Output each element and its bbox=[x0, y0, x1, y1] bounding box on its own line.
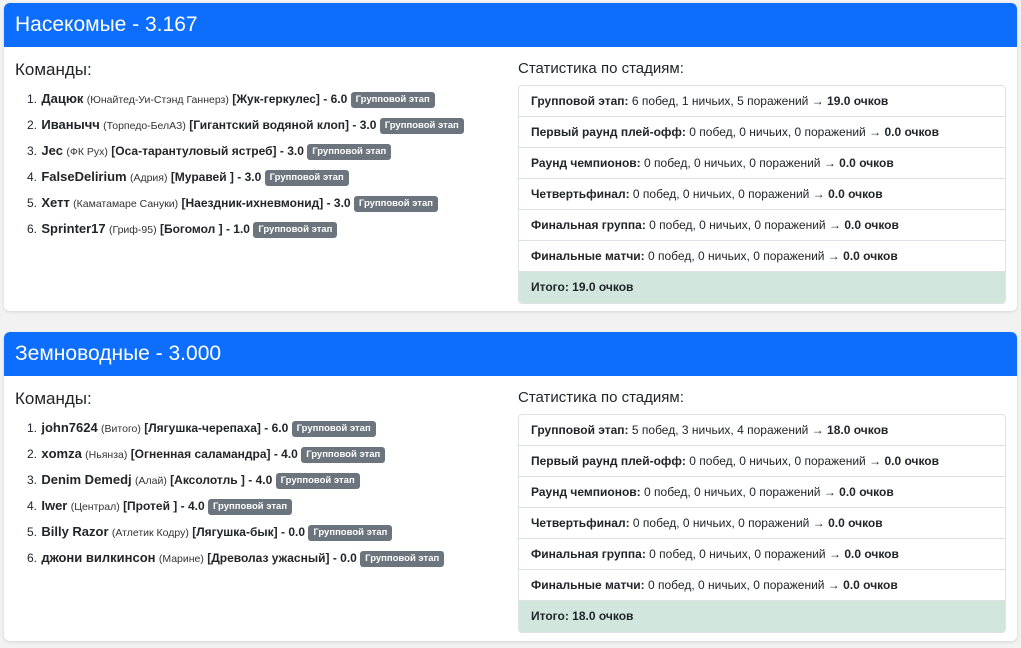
team-item bbox=[27, 519, 505, 545]
animal-name: [Наездник-ихневмонид] bbox=[181, 196, 324, 210]
animal-name: [Лягушка-черепаха] bbox=[144, 421, 261, 435]
team-score: - 3.0 bbox=[237, 170, 262, 184]
team-score: - 4.0 bbox=[180, 499, 205, 513]
player-name: Sprinter17 bbox=[41, 221, 106, 236]
stat-row bbox=[519, 86, 1005, 117]
teams-heading: Команды: bbox=[15, 389, 92, 408]
animal-name: [Гигантский водяной клоп] bbox=[189, 118, 350, 132]
club-name: (Марине) bbox=[158, 553, 204, 565]
stage-badge: Групповой этап bbox=[360, 551, 444, 567]
stage-label: Финальная группа: bbox=[531, 547, 646, 561]
team-rank: 4. bbox=[27, 170, 38, 184]
team-rank: 1. bbox=[27, 92, 38, 106]
club-name: (Торпедо-БелАЗ) bbox=[103, 120, 186, 132]
stats-total: Итого: 19.0 очков bbox=[519, 272, 1005, 303]
stat-row bbox=[519, 179, 1005, 210]
team-score: - 0.0 bbox=[280, 525, 305, 539]
team-score: - 3.0 bbox=[279, 144, 304, 158]
stats-column bbox=[518, 59, 1006, 304]
team-score: - 3.0 bbox=[326, 196, 351, 210]
stage-record: 0 побед, 0 ничьих, 0 поражений → bbox=[632, 516, 825, 530]
stage-record: 0 побед, 0 ничьих, 0 поражений → bbox=[632, 187, 825, 201]
stage-label: Раунд чемпионов: bbox=[531, 485, 641, 499]
stage-badge: Групповой этап bbox=[354, 196, 438, 212]
stats-column bbox=[518, 388, 1006, 633]
stage-badge: Групповой этап bbox=[307, 144, 391, 160]
stage-points: 0.0 очков bbox=[843, 249, 898, 263]
stage-badge: Групповой этап bbox=[208, 499, 292, 515]
teams-list bbox=[15, 415, 505, 571]
animal-name: [Протей ] bbox=[123, 499, 178, 513]
club-name: (Ньянза) bbox=[85, 449, 128, 461]
stat-row bbox=[519, 446, 1005, 477]
team-item bbox=[27, 493, 505, 519]
player-name: Дацюк bbox=[41, 91, 84, 106]
team-rank: 3. bbox=[27, 144, 38, 158]
stage-points: 0.0 очков bbox=[844, 547, 899, 561]
stat-row bbox=[519, 477, 1005, 508]
teams-column bbox=[15, 389, 505, 571]
animal-name: [Аксолотль ] bbox=[170, 473, 245, 487]
stage-label: Групповой этап: bbox=[531, 423, 629, 437]
animal-name: [Оса-тарантуловый ястреб] bbox=[111, 144, 277, 158]
stage-badge: Групповой этап bbox=[292, 421, 376, 437]
stats-heading: Статистика по стадиям: bbox=[518, 60, 684, 77]
club-name: (Централ) bbox=[70, 501, 120, 513]
team-score: - 4.0 bbox=[273, 447, 298, 461]
stage-label: Финальные матчи: bbox=[531, 578, 645, 592]
animal-name: [Богомол ] bbox=[159, 222, 223, 236]
player-name: john7624 bbox=[41, 420, 98, 435]
stage-badge: Групповой этап bbox=[265, 170, 349, 186]
team-rank: 1. bbox=[27, 421, 38, 435]
stage-points: 0.0 очков bbox=[839, 156, 894, 170]
group-title: Насекомые - 3.167 bbox=[4, 3, 1017, 47]
player-name: Хетт bbox=[41, 195, 70, 210]
team-item bbox=[27, 138, 505, 164]
player-name: джони вилкинсон bbox=[41, 550, 156, 565]
team-score: - 6.0 bbox=[264, 421, 289, 435]
stage-record: 0 побед, 0 ничьих, 0 поражений → bbox=[644, 485, 836, 499]
stage-badge: Групповой этап bbox=[380, 118, 464, 134]
club-name: (Каматамаре Сануки) bbox=[73, 198, 179, 210]
stage-label: Финальная группа: bbox=[531, 218, 646, 232]
team-rank: 3. bbox=[27, 473, 38, 487]
player-name: Billy Razor bbox=[41, 524, 109, 539]
team-rank: 6. bbox=[27, 222, 38, 236]
stage-record: 0 побед, 0 ничьих, 0 поражений → bbox=[649, 218, 841, 232]
group-card-insects bbox=[4, 3, 1017, 311]
stats-total: Итого: 18.0 очков bbox=[519, 601, 1005, 632]
stage-label: Четвертьфинал: bbox=[531, 516, 630, 530]
stat-row bbox=[519, 415, 1005, 446]
teams-list bbox=[15, 86, 505, 242]
stage-record: 0 побед, 0 ничьих, 0 поражений → bbox=[644, 156, 836, 170]
stage-record: 0 побед, 0 ничьих, 0 поражений → bbox=[648, 249, 840, 263]
stage-record: 0 побед, 0 ничьих, 0 поражений → bbox=[689, 454, 882, 468]
stage-points: 0.0 очков bbox=[844, 218, 899, 232]
stage-record: 6 побед, 1 ничьих, 5 поражений → bbox=[631, 94, 824, 108]
club-name: (Атлетик Кодру) bbox=[111, 527, 189, 539]
stage-label: Групповой этап: bbox=[531, 94, 629, 108]
player-name: Iwer bbox=[41, 498, 68, 513]
club-name: (ФК Рух) bbox=[66, 146, 108, 158]
stage-badge: Групповой этап bbox=[301, 447, 385, 463]
team-item bbox=[27, 190, 505, 216]
stat-row bbox=[519, 210, 1005, 241]
team-item bbox=[27, 112, 505, 138]
player-name: Иванычч bbox=[41, 117, 100, 132]
teams-heading: Команды: bbox=[15, 60, 92, 79]
stage-badge: Групповой этап bbox=[253, 222, 337, 238]
animal-name: [Жук-геркулес] bbox=[232, 92, 320, 106]
team-item bbox=[27, 216, 505, 242]
stage-points: 0.0 очков bbox=[884, 454, 940, 468]
stage-record: 5 побед, 3 ничьих, 4 поражений → bbox=[631, 423, 824, 437]
team-score: - 4.0 bbox=[248, 473, 273, 487]
player-name: xomza bbox=[41, 446, 82, 461]
stage-points: 0.0 очков bbox=[839, 485, 894, 499]
team-item bbox=[27, 415, 505, 441]
stage-points: 0.0 очков bbox=[828, 187, 883, 201]
club-name: (Алай) bbox=[135, 475, 167, 487]
stat-row bbox=[519, 148, 1005, 179]
team-score: - 1.0 bbox=[225, 222, 250, 236]
stat-row bbox=[519, 539, 1005, 570]
player-name: Jec bbox=[41, 143, 64, 158]
animal-name: [Древолаз ужасный] bbox=[207, 551, 330, 565]
team-score: - 3.0 bbox=[352, 118, 377, 132]
stat-row bbox=[519, 117, 1005, 148]
stage-label: Первый раунд плей-офф: bbox=[531, 454, 686, 468]
stage-record: 0 побед, 0 ничьих, 0 поражений → bbox=[648, 578, 840, 592]
team-item bbox=[27, 467, 505, 493]
animal-name: [Муравей ] bbox=[170, 170, 234, 184]
stage-label: Раунд чемпионов: bbox=[531, 156, 641, 170]
stat-row bbox=[519, 241, 1005, 272]
club-name: (Гриф-95) bbox=[109, 224, 157, 236]
player-name: Denim Demedj bbox=[41, 472, 132, 487]
stage-record: 0 побед, 0 ничьих, 0 поражений → bbox=[689, 125, 882, 139]
stage-label: Первый раунд плей-офф: bbox=[531, 125, 686, 139]
club-name: (Юнайтед-Уи-Стэнд Ганнерз) bbox=[86, 94, 229, 106]
teams-column bbox=[15, 60, 505, 242]
team-rank: 2. bbox=[27, 447, 38, 461]
stage-badge: Групповой этап bbox=[276, 473, 360, 489]
team-item bbox=[27, 441, 505, 467]
animal-name: [Огненная саламандра] bbox=[130, 447, 271, 461]
group-card-amphibians bbox=[4, 332, 1017, 641]
stage-label: Четвертьфинал: bbox=[531, 187, 630, 201]
stage-record: 0 побед, 0 ничьих, 0 поражений → bbox=[649, 547, 841, 561]
stage-points: 19.0 очков bbox=[827, 94, 889, 108]
stage-label: Финальные матчи: bbox=[531, 249, 645, 263]
stats-list bbox=[518, 85, 1006, 304]
team-rank: 6. bbox=[27, 551, 38, 565]
stage-badge: Групповой этап bbox=[308, 525, 392, 541]
club-name: (Адрия) bbox=[129, 172, 168, 184]
stats-heading: Статистика по стадиям: bbox=[518, 389, 684, 406]
stage-badge: Групповой этап bbox=[351, 92, 435, 108]
team-rank: 5. bbox=[27, 525, 38, 539]
group-title: Земноводные - 3.000 bbox=[4, 332, 1017, 376]
team-item bbox=[27, 545, 505, 571]
team-rank: 5. bbox=[27, 196, 38, 210]
team-score: - 6.0 bbox=[323, 92, 348, 106]
animal-name: [Лягушка-бык] bbox=[192, 525, 278, 539]
stat-row bbox=[519, 570, 1005, 601]
stage-points: 0.0 очков bbox=[843, 578, 898, 592]
player-name: FalseDelirium bbox=[41, 169, 127, 184]
team-rank: 4. bbox=[27, 499, 38, 513]
team-score: - 0.0 bbox=[332, 551, 357, 565]
stage-points: 18.0 очков bbox=[827, 423, 889, 437]
team-item bbox=[27, 164, 505, 190]
team-rank: 2. bbox=[27, 118, 38, 132]
stage-points: 0.0 очков bbox=[828, 516, 883, 530]
club-name: (Витого) bbox=[101, 423, 141, 435]
stats-list bbox=[518, 414, 1006, 633]
stat-row bbox=[519, 508, 1005, 539]
stage-points: 0.0 очков bbox=[884, 125, 940, 139]
team-item bbox=[27, 86, 505, 112]
